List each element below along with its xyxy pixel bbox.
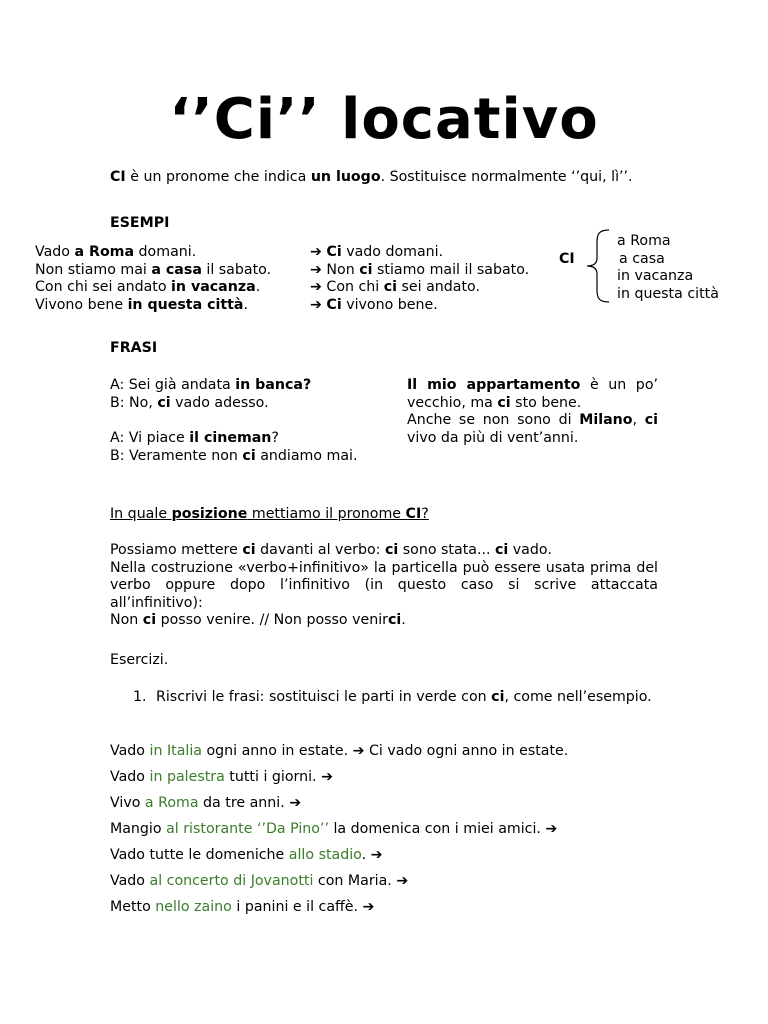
arrow-right-icon: ➔ [289, 795, 302, 811]
frasi-right-column [407, 377, 658, 447]
intro-paragraph [110, 169, 658, 187]
brace-items [617, 233, 719, 303]
exercise-item: Vado in Italia ogni anno in estate. ➔ Ci vado ogni anno in estate. [110, 743, 569, 759]
intro-bold-luogo: un luogo [310, 169, 381, 185]
esempi-right-line: ➔ Non ci stiamo mail il sabato. [310, 261, 530, 278]
exercise-item: Vado al concerto di Jovanotti con Maria. ➔ [110, 873, 409, 889]
brace-label: CI [559, 251, 575, 267]
frase-appartamento: Il mio appartamento è un po’ vecchio, ma ci sto bene. [407, 377, 659, 411]
arrow-right-icon: ➔ [321, 769, 333, 785]
arrow-right-icon: ➔ [545, 821, 558, 837]
posizione-paragraph [110, 542, 658, 630]
exercise-item: Mangio al ristorante ‘’Da Pino’’ la domenica con i miei amici. ➔ [110, 821, 558, 837]
esempi-left-line: Con chi sei andato in vacanza. [35, 279, 261, 295]
arrow-right-icon: ➔ [396, 873, 409, 889]
intro-text-1: è un pronome che indica [125, 169, 311, 185]
arrow-right-icon: ➔ [362, 899, 375, 915]
exercise-item: Vivo a Roma da tre anni. ➔ [110, 795, 302, 811]
frase-milano: Anche se non sono di Milano, ci vivo da più di vent’anni. [407, 412, 658, 446]
esempi-left-line: Vado a Roma domani. [35, 244, 197, 260]
posizione-line-2: Nella costruzione «verbo+infinitivo» la particella può essere usata prima del verbo oppure dopo l’infinitivo (in questo caso si scrive attaccata all’infinitivo): [110, 559, 658, 611]
esempi-left-line: Non stiamo mai a casa il sabato. [35, 261, 272, 278]
exercise-item: Vado in palestra tutti i giorni. ➔ [110, 769, 333, 785]
esempi-left-list [35, 244, 271, 314]
dialogue-line: B: No, ci vado adesso. [110, 394, 269, 411]
frasi-left-column [110, 377, 362, 465]
exercise-item: Vado tutte le domeniche allo stadio. ➔ [110, 847, 383, 863]
esempi-left-line: Vivono bene in questa città. [35, 296, 249, 313]
frasi-heading: FRASI [110, 340, 158, 356]
arrow-right-icon: ➔ [310, 279, 322, 295]
esempi-right-line: ➔ Ci vado domani. [310, 244, 444, 260]
dialogue-line: A: Vi piace il cineman? [110, 430, 279, 446]
posizione-question: In quale posizione mettiamo il pronome CI? [110, 506, 429, 522]
arrow-right-icon: ➔ [310, 296, 322, 313]
intro-text-2: . Sostituisce normalmente ‘’qui, lì’’. [380, 169, 633, 185]
brace-item: in questa città [617, 285, 719, 302]
arrow-right-icon: ➔ [310, 244, 322, 260]
arrow-right-icon: ➔ [310, 261, 322, 278]
esercizi-heading: Esercizi. [110, 652, 169, 668]
brace-item: a casa [619, 250, 665, 267]
exercise-list [110, 743, 568, 925]
exercise-item: Metto nello zaino i panini e il caffè. ➔ [110, 899, 375, 915]
brace-item: a Roma [617, 233, 671, 249]
instruction-number: 1. [133, 689, 147, 705]
esempi-right-line: ➔ Ci vivono bene. [310, 296, 438, 313]
page-title: ‘’Ci’’ locativo [169, 87, 599, 152]
esempi-heading: ESEMPI [110, 215, 170, 231]
instruction-text: Riscrivi le frasi: sostituisci le parti in verde con ci, come nell’esempio. [156, 689, 652, 705]
dialogue-line: B: Veramente non ci andiamo mai. [110, 447, 358, 464]
posizione-line-3: Non ci posso venire. // Non posso venirci. [110, 612, 406, 628]
esempi-right-line: ➔ Con chi ci sei andato. [310, 279, 481, 295]
esempi-right-list [310, 244, 529, 314]
intro-bold-ci: CI [110, 169, 126, 185]
arrow-right-icon: ➔ [352, 743, 365, 759]
posizione-line-1: Possiamo mettere ci davanti al verbo: ci sono stata... ci vado. [110, 542, 552, 558]
arrow-right-icon: ➔ [370, 847, 383, 863]
dialogue-line: A: Sei già andata in banca? [110, 377, 312, 393]
brace-item: in vacanza [617, 268, 694, 284]
curly-brace-icon [585, 228, 613, 304]
